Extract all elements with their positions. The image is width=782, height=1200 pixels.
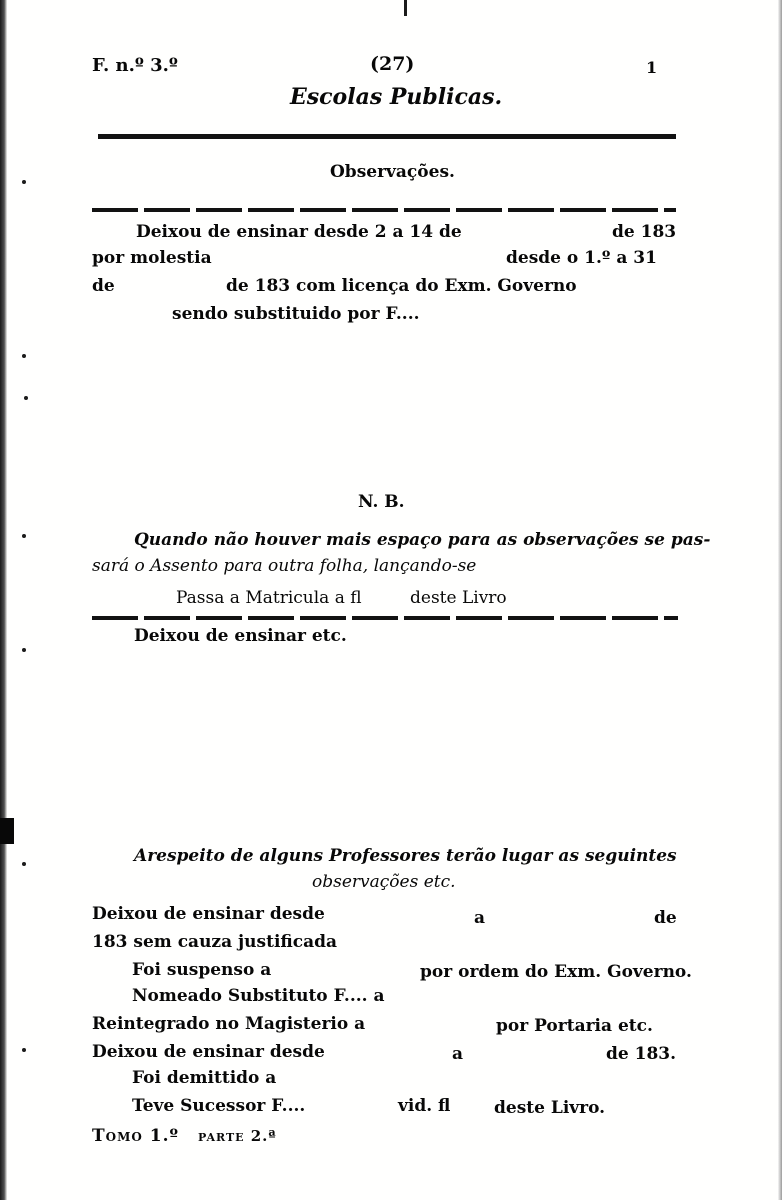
scan-mark <box>0 818 14 844</box>
sheet-mark: F. n.º 3.º <box>92 55 178 76</box>
nota-line1: Quando não houver mais espaço para as observações se pas- <box>134 530 711 550</box>
scan-speck <box>22 354 26 358</box>
prof-r6-left: Deixou de ensinar desde <box>92 1042 325 1062</box>
scan-mark <box>404 0 407 16</box>
page-title: Escolas Publicas. <box>290 84 503 110</box>
nota-line4: Deixou de ensinar etc. <box>134 626 347 646</box>
prof-r2: 183 sem cauza justificada <box>92 932 338 952</box>
obs-line3-left: de <box>92 276 115 296</box>
scan-speck <box>22 648 26 652</box>
footer-part: parte 2.ª <box>198 1127 277 1145</box>
scan-speck <box>24 396 28 400</box>
prof-r8-right: deste Livro. <box>494 1098 606 1118</box>
prof-intro2: observações etc. <box>312 872 456 892</box>
nota-line2: sará o Assento para outra folha, lançando-se <box>92 556 477 576</box>
prof-intro1: Arespeito de alguns Professores terão lugar as seguintes <box>134 846 677 866</box>
obs-line2-right: desde o 1.º a 31 <box>506 248 657 268</box>
observacoes-rule <box>92 208 676 212</box>
nota-heading: N. B. <box>358 492 405 512</box>
prof-r6-right: de 183. <box>606 1044 677 1064</box>
prof-r7: Foi demittido a <box>132 1068 277 1088</box>
observacoes-heading: Observações. <box>330 162 455 182</box>
page-number: (27) <box>370 53 415 75</box>
nota-line3-right: deste Livro <box>410 588 507 608</box>
prof-r8-left: Teve Sucessor F.... <box>132 1096 306 1116</box>
header-rule <box>98 134 676 139</box>
obs-line4: sendo substituido por F.... <box>172 304 420 324</box>
prof-r3-left: Foi suspenso a <box>132 960 272 980</box>
prof-r3-right: por ordem do Exm. Governo. <box>420 962 692 982</box>
prof-r1-mid: a <box>474 908 486 928</box>
page-right-edge <box>778 0 782 1200</box>
prof-r1-right: de <box>654 908 677 928</box>
prof-r6-mid: a <box>452 1044 464 1064</box>
obs-line3-mid: de 183 com licença do Exm. Governo <box>226 276 577 296</box>
scan-speck <box>22 180 26 184</box>
prof-r5-left: Reintegrado no Magisterio a <box>92 1014 366 1034</box>
prof-r8-mid: vid. fl <box>398 1096 451 1116</box>
page-left-edge <box>0 0 7 1200</box>
obs-line1-left: Deixou de ensinar desde 2 a 14 de <box>136 222 462 242</box>
prof-r5-right: por Portaria etc. <box>496 1016 653 1036</box>
scan-speck <box>22 534 26 538</box>
scan-speck <box>22 862 26 866</box>
obs-line2-left: por molestia <box>92 248 212 268</box>
nota-rule <box>92 616 678 620</box>
nota-line3-left: Passa a Matricula a fl <box>176 588 362 608</box>
corner-mark: 1 <box>646 58 658 77</box>
obs-line1-right: de 183 <box>612 222 677 242</box>
prof-r1-left: Deixou de ensinar desde <box>92 904 325 924</box>
prof-r4: Nomeado Substituto F.... a <box>132 986 385 1006</box>
scan-speck <box>22 1048 26 1052</box>
footer-volume: Tomo 1.º <box>92 1126 180 1146</box>
